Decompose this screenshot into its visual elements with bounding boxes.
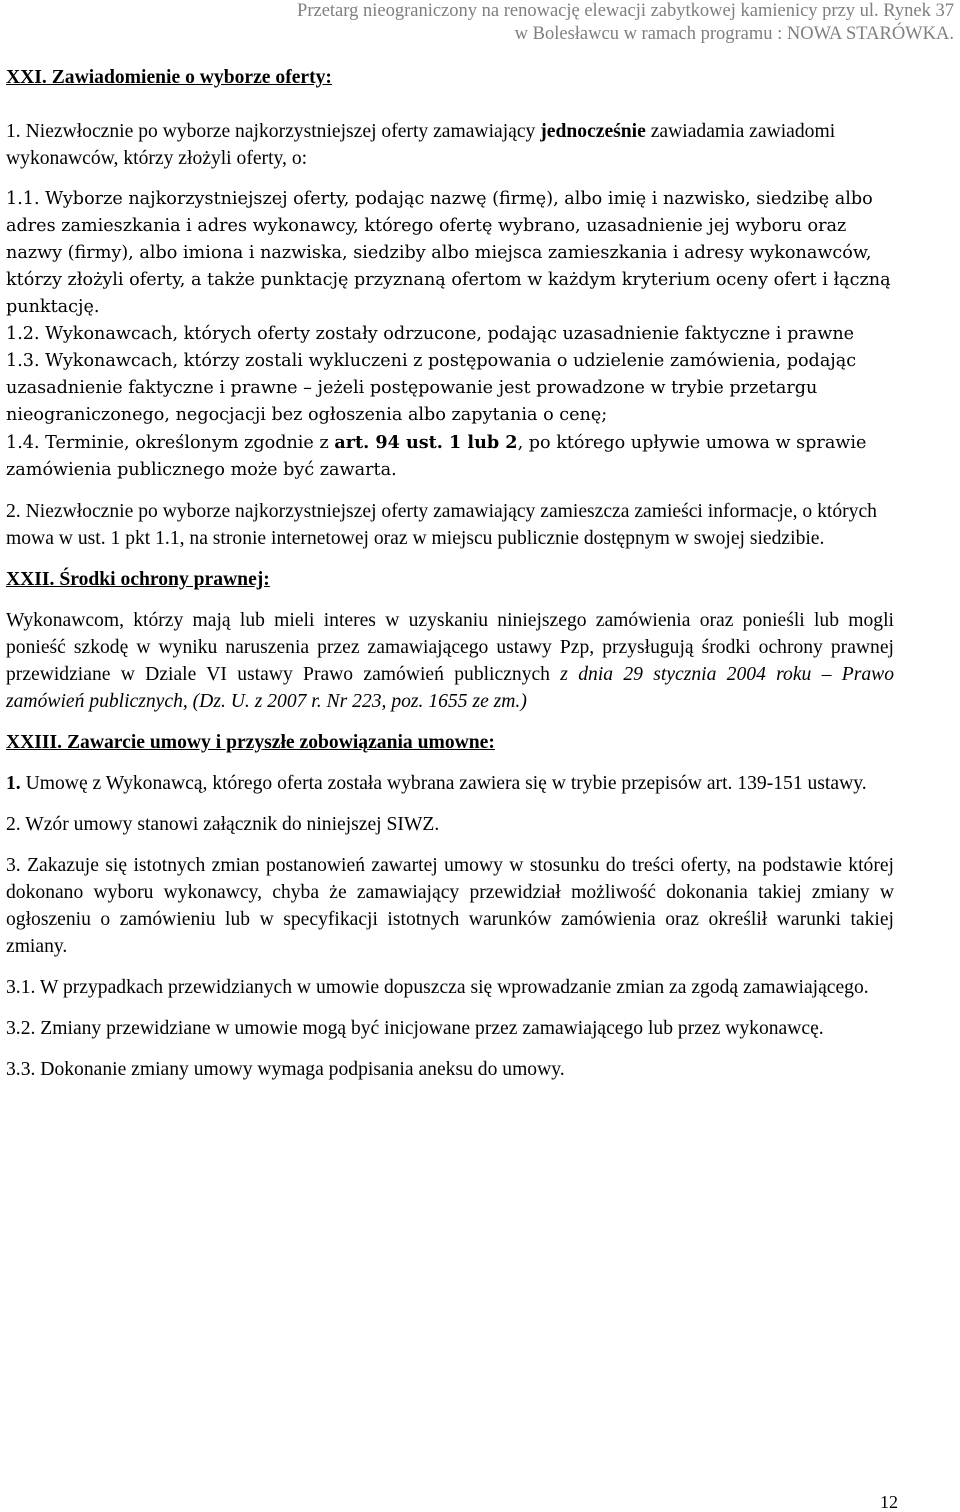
section-21-paragraph-1-4: 1.4. Terminie, określonym zgodnie z art. 94 ust. 1 lub 2, po którego upływie umowa w sprawie zamówienia publicznego może być zawarta. [6,432,867,480]
section-23-paragraph-3-1: 3.1. W przypadkach przewidzianych w umowie dopuszcza się wprowadzanie zmian za zgodą zamawiającego. [6,977,869,998]
section-22-title: XXII. Środki ochrony prawnej: [6,569,270,590]
page-content [6,64,894,1083]
section-21-paragraph-1-3: 1.3. Wykonawcach, którzy zostali wykluczeni z postępowania o udzielenie zamówienia, podając uzasadnienie faktyczne i prawne – jeżeli postępowanie jest prowadzone w trybie przetargu nieograniczonego, negocjacji bez ogłoszenia albo zapytania o cenę; [6,351,857,425]
page-header [297,0,954,46]
section-21-title: XXI. Zawiadomienie o wyborze oferty: [6,67,332,88]
section-23-paragraph-3: 3. Zakazuje się istotnych zmian postanowień zawartej umowy w stosunku do treści oferty, na podstawie której dokonano wyboru wykonawcy, chyba że zamawiający przewidział możliwość dokonania takiej zmiany w ogłoszeniu o zamówieniu lub w specyfikacji istotnych warunków zamówienia oraz określił warunki takiej zmiany. [6,855,894,957]
section-21-paragraph-1-2: 1.2. Wykonawcach, których oferty zostały odrzucone, podając uzasadnienie faktyczne i prawne [6,324,855,344]
section-21-paragraph-1-1: 1.1. Wyborze najkorzystniejszej oferty, podając nazwę (firmę), albo imię i nazwisko, siedzibę albo adres zamieszkania i adres wykonawcy, którego ofertę wybrano, uzasadnienie jej wyboru oraz nazwy (firmy), albo imiona i nazwiska, siedziby albo miejsca zamieszkania i adresy wykonawców, którzy złożyli oferty, a także punktację przyznaną ofertom w każdym kryterium oceny ofert i łączną punktację. [6,189,891,317]
section-23-title: XXIII. Zawarcie umowy i przyszłe zobowiązania umowne: [6,732,495,753]
header-line-2: w Bolesławcu w ramach programu : NOWA STARÓWKA. [514,24,954,44]
section-23-paragraph-2: 2. Wzór umowy stanowi załącznik do niniejszej SIWZ. [6,814,440,835]
section-21-paragraph-1: 1. Niezwłocznie po wyborze najkorzystniejszej oferty zamawiający jednocześnie zawiadamia zawiadomi wykonawców, którzy złożyli oferty, o: [6,121,836,169]
header-line-1: Przetarg nieograniczony na renowację elewacji zabytkowej kamienicy przy ul. Rynek 37 [297,1,954,21]
section-22-paragraph: Wykonawcom, którzy mają lub mieli interes w uzyskaniu niniejszego zamówienia oraz ponieśli lub mogli ponieść szkodę w wyniku naruszenia przez zamawiającego ustawy Pzp, przysługują środki ochrony prawnej przewidziane w Dziale VI ustawy Prawo zamówień publicznych z dnia 29 stycznia 2004 roku – Prawo zamówień publicznych, (Dz. U. z 2007 r. Nr 223, poz. 1655 ze zm.) [6,610,895,712]
section-23-paragraph-1: 1. Umowę z Wykonawcą, którego oferta została wybrana zawiera się w trybie przepisów art. 139-151 ustawy. [6,773,867,794]
section-21-paragraph-2: 2. Niezwłocznie po wyborze najkorzystniejszej oferty zamawiający zamieszcza zamieści informacje, o których mowa w ust. 1 pkt 1.1, na stronie internetowej oraz w miejscu publicznie dostępnym w swojej siedzibie. [6,501,877,549]
page-number: 12 [880,1492,898,1512]
section-23-paragraph-3-2: 3.2. Zmiany przewidziane w umowie mogą być inicjowane przez zamawiającego lub przez wykonawcę. [6,1018,824,1039]
section-23-paragraph-3-3: 3.3. Dokonanie zmiany umowy wymaga podpisania aneksu do umowy. [6,1059,565,1080]
